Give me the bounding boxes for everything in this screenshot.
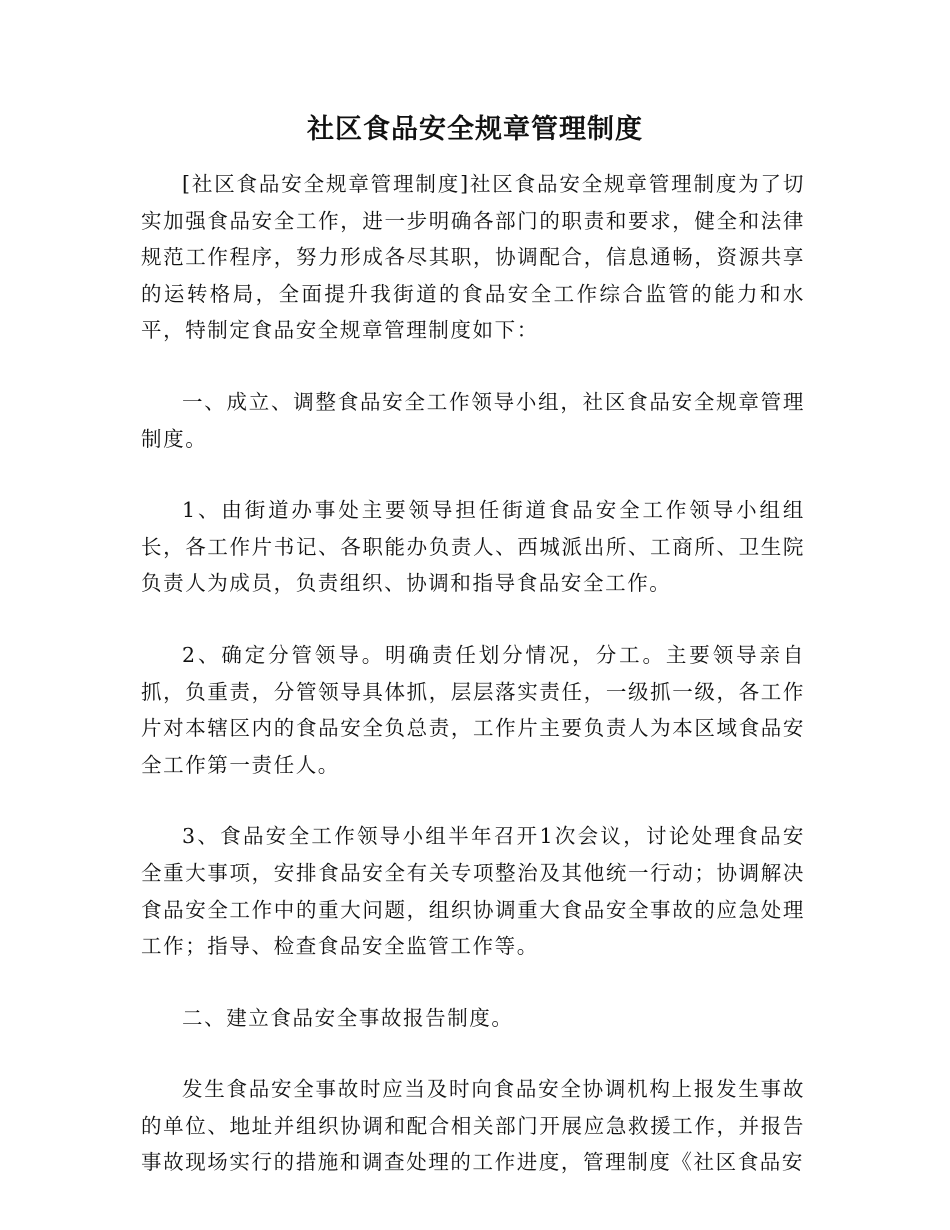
paragraph-intro: [社区食品安全规章管理制度]社区食品安全规章管理制度为了切实加强食品安全工作，进一步明确各部门的职责和要求，健全和法律规范工作程序，努力形成各尽其职，协调配合，信息通畅，资源共享的运转格局，全面提升我街道的食品安全工作综合监管的能力和水平，特制定食品安全规章管理制度如下：	[141, 172, 805, 343]
paragraph-section-2-heading: 二、建立食品安全事故报告制度。	[182, 1005, 514, 1030]
paragraph-gap	[141, 602, 805, 637]
paragraph-section-2-body: 发生食品安全事故时应当及时向食品安全协调机构上报发生事故的单位、地址并组织协调和配合相关部门开展应急救援工作，并报告事故现场实行的措施和调查处理的工作进度，管理制度《社区食品安	[141, 1077, 805, 1175]
document-body	[141, 166, 805, 1181]
paragraph-item-3: 3、食品安全工作领导小组半年召开1次会议，讨论处理食品安全重大事项，安排食品安全有关专项整治及其他统一行动；协调解决食品安全工作中的重大问题，组织协调重大食品安全事故的应急处理工作；指导、检查食品安全监管工作等。	[141, 824, 805, 959]
paragraph-gap	[141, 349, 805, 384]
paragraph-gap	[141, 457, 805, 492]
document-title: 社区食品安全规章管理制度	[307, 114, 643, 145]
paragraph-item-1: 1、由街道办事处主要领导担任街道食品安全工作领导小组组长，各工作片书记、各职能办负责人、西城派出所、工商所、卫生院负责人为成员，负责组织、协调和指导食品安全工作。	[141, 498, 805, 596]
paragraph-gap	[141, 965, 805, 1000]
paragraph-item-2: 2、确定分管领导。明确责任划分情况，分工。主要领导亲自抓，负重责，分管领导具体抓，层层落实责任，一级抓一级，各工作片对本辖区内的食品安全负总责，工作片主要负责人为本区域食品安全工作第一责任人。	[141, 642, 805, 777]
paragraph-gap	[141, 783, 805, 818]
paragraph-section-1-heading: 一、成立、调整食品安全工作领导小组，社区食品安全规章管理制度。	[141, 389, 805, 451]
paragraph-gap	[141, 1036, 805, 1071]
